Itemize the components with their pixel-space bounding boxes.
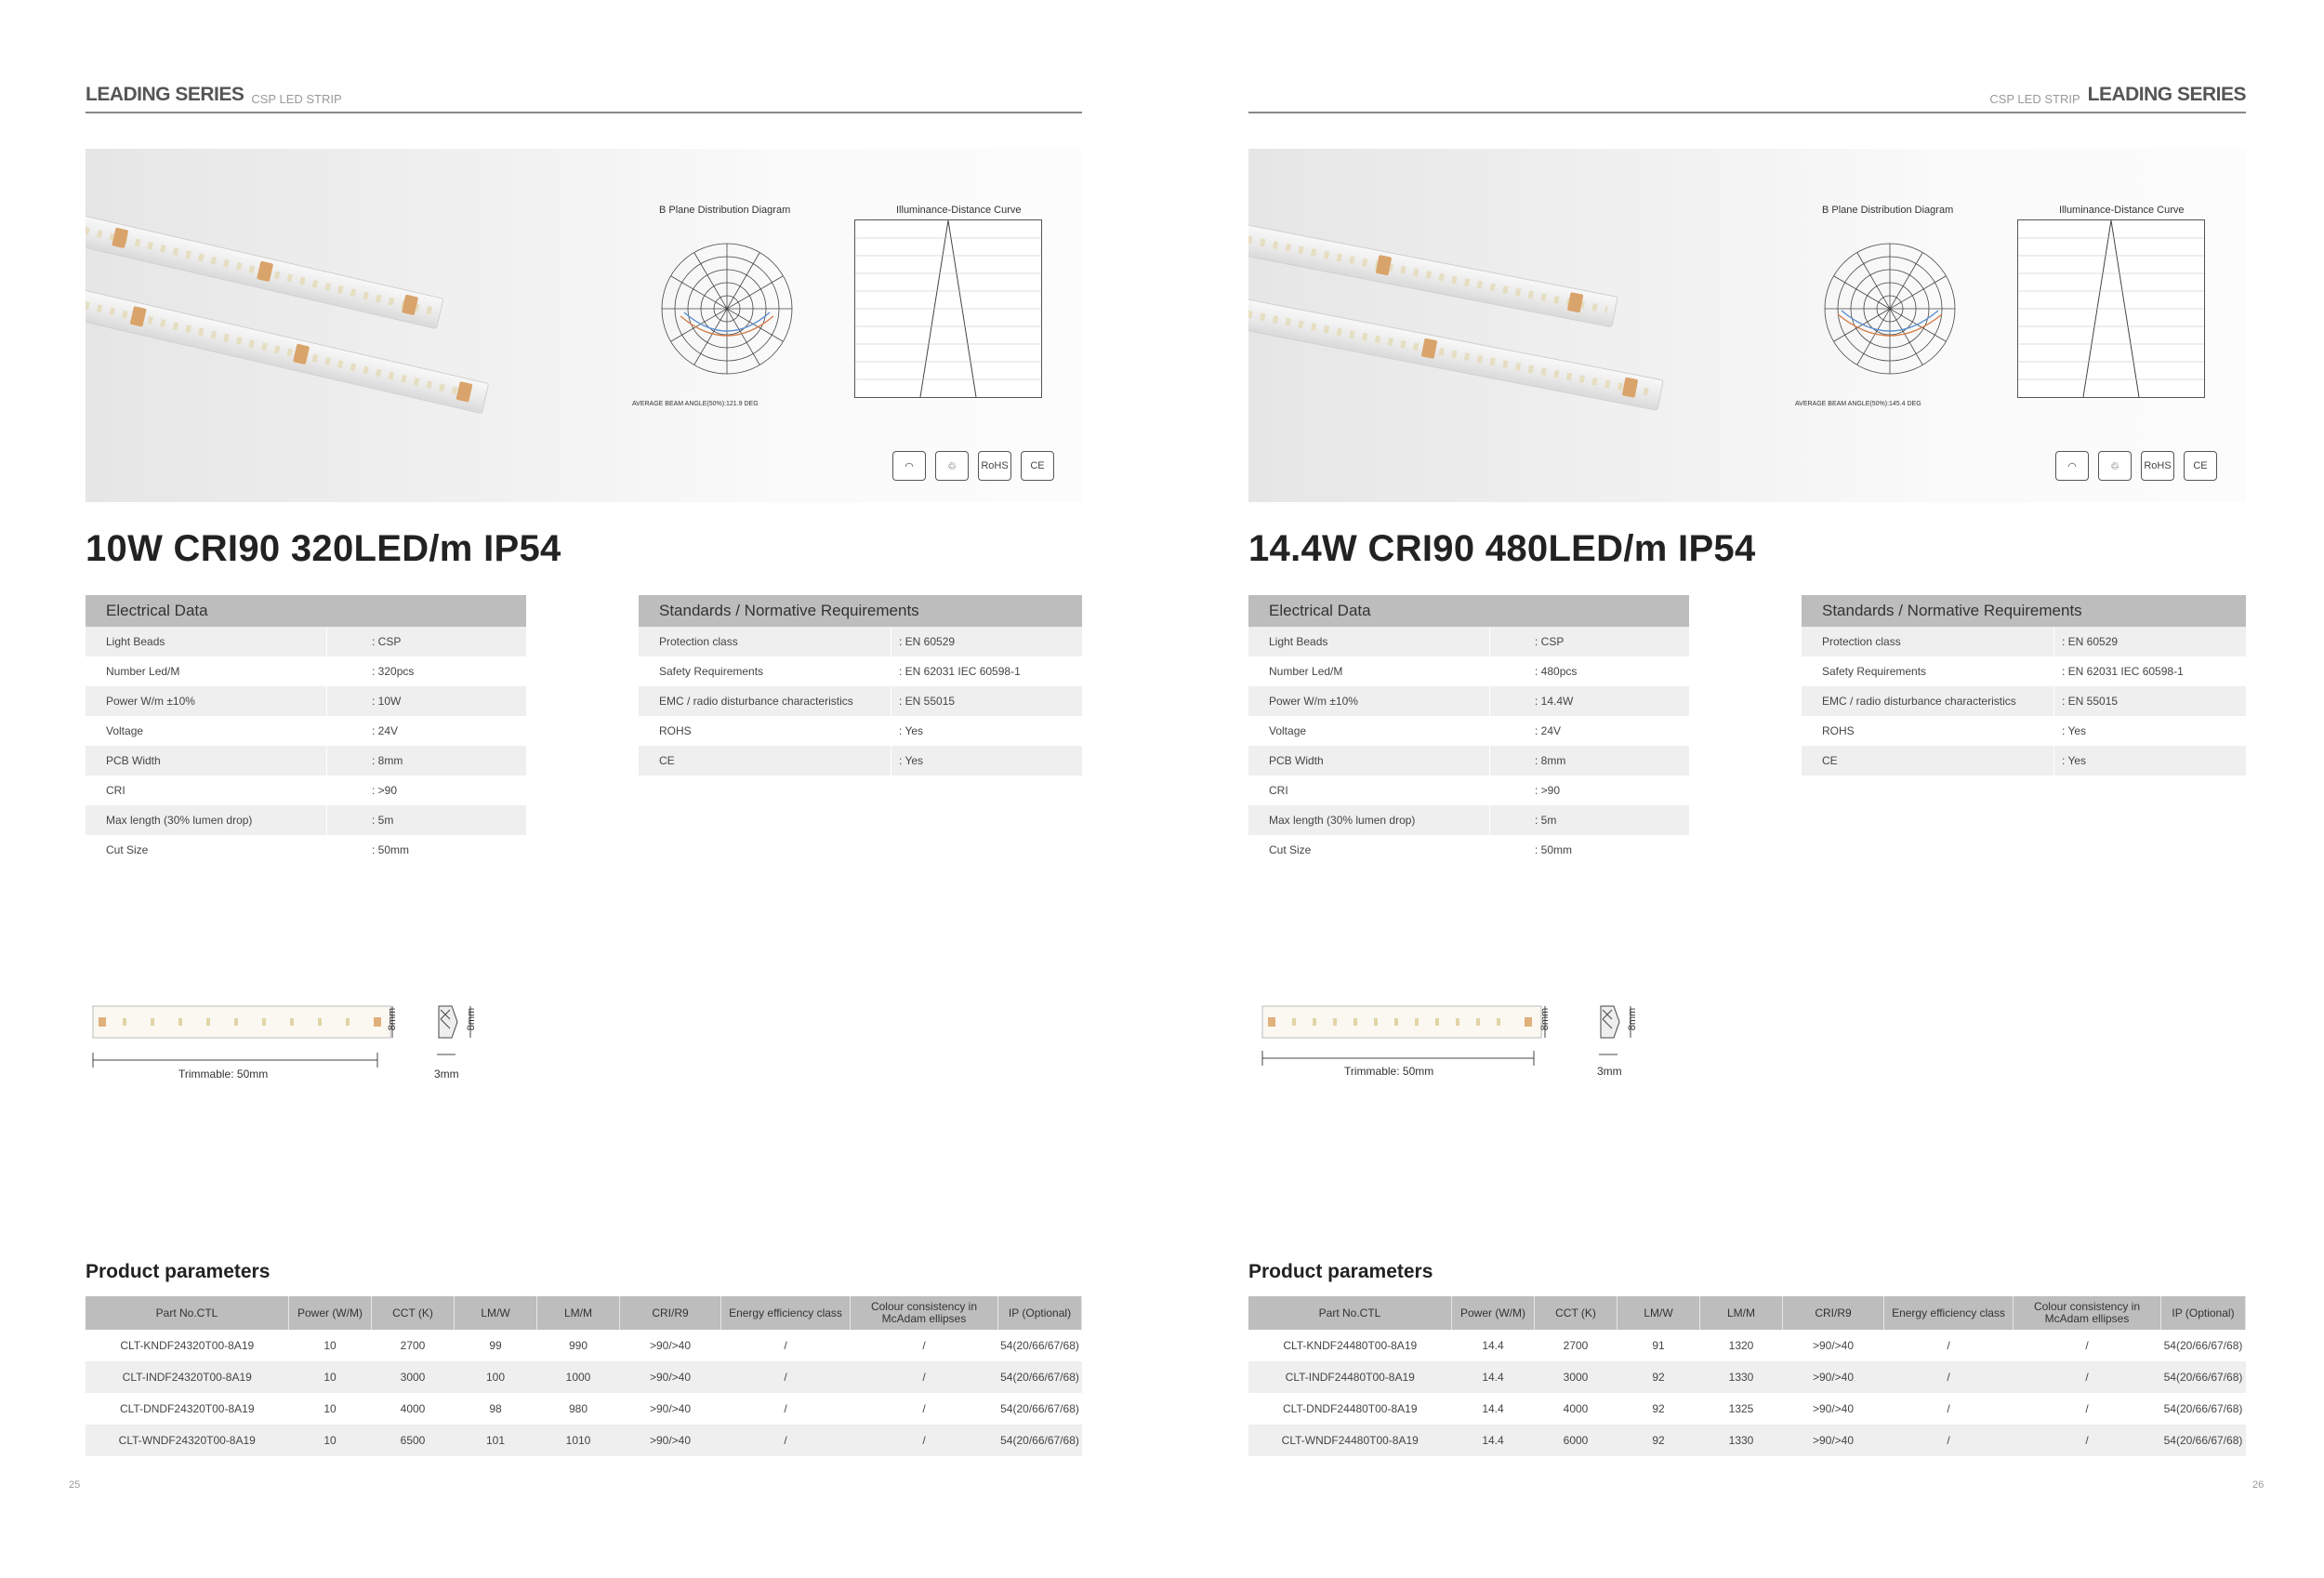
electrical-data-table: [1248, 595, 1689, 865]
illuminance-distance-curve: [2017, 219, 2205, 398]
table-row: CRI : >90: [86, 776, 526, 805]
table-row: CE : Yes: [1802, 746, 2246, 776]
table-row: Max length (30% lumen drop) : 5m: [86, 805, 526, 835]
table-row: CLT-DNDF24480T00-8A19 14.4 4000 92 1325 >90/>40 / / 54(20/66/67/68): [1248, 1393, 2246, 1425]
product-parameters-title: Product parameters: [1248, 1261, 1433, 1282]
table-row: CLT-KNDF24320T00-8A19 10 2700 99 990 >90/>40 / / 54(20/66/67/68): [86, 1330, 1082, 1361]
table-row: Safety Requirements : EN 62031 IEC 60598-1: [639, 656, 1082, 686]
table-row: Light Beads : CSP: [1248, 627, 1689, 656]
header-sub: CSP LED STRIP: [1989, 92, 2080, 106]
rohs-icon: RoHS: [978, 451, 1011, 481]
table-heading: Standards / Normative Requirements: [1802, 595, 2246, 627]
beam-angle-text: AVERAGE BEAM ANGLE(50%):145.4 DEG: [1795, 401, 1921, 407]
trimmable-label: Trimmable: 50mm: [178, 1067, 269, 1081]
table-heading: Electrical Data: [86, 595, 526, 627]
table-row: Cut Size : 50mm: [86, 835, 526, 865]
table-row: CLT-INDF24480T00-8A19 14.4 3000 92 1330 >90/>40 / / 54(20/66/67/68): [1248, 1361, 2246, 1393]
table-row: PCB Width : 8mm: [86, 746, 526, 776]
table-heading: Standards / Normative Requirements: [639, 595, 1082, 627]
trimmable-label: Trimmable: 50mm: [1344, 1065, 1434, 1078]
illuminance-distance-curve: [854, 219, 1042, 398]
table-row: Cut Size : 50mm: [1248, 835, 1689, 865]
polar-diagram-title: B Plane Distribution Diagram: [659, 205, 791, 216]
table-row: Protection class : EN 60529: [1802, 627, 2246, 656]
product-title: 10W CRI90 320LED/m IP54: [86, 528, 561, 569]
table-header-row: Part No.CTL Power (W/M) CCT (K) LM/W LM/M CRI/R9 Energy efficiency class Colour consistency in McAdam ellipses IP (Optional): [1248, 1296, 2246, 1330]
page-number: 26: [2252, 1479, 2265, 1491]
certification-icons: [892, 451, 1054, 481]
height-label: 8mm: [466, 1007, 478, 1031]
electrical-data-table: [86, 595, 526, 865]
table-row: Power W/m ±10% : 14.4W: [1248, 686, 1689, 716]
dimension-drawing: [1255, 995, 1664, 1097]
table-row: EMC / radio disturbance characteristics : EN 55015: [639, 686, 1082, 716]
table-header-row: Part No.CTL Power (W/M) CCT (K) LM/W LM/M CRI/R9 Energy efficiency class Colour consistency in McAdam ellipses IP (Optional): [86, 1296, 1082, 1330]
dimmable-icon: ◠: [2055, 451, 2089, 481]
standards-table: [1802, 595, 2246, 776]
product-hero-image: [86, 149, 1082, 502]
table-row: Voltage : 24V: [1248, 716, 1689, 746]
polar-distribution-diagram: [625, 223, 829, 409]
illuminance-curve-title: Illuminance-Distance Curve: [2059, 205, 2185, 216]
table-row: Voltage : 24V: [86, 716, 526, 746]
dimmable-icon: ◠: [892, 451, 926, 481]
height-label: 8mm: [1627, 1007, 1639, 1031]
thickness-label: 3mm: [434, 1067, 459, 1081]
table-row: Max length (30% lumen drop) : 5m: [1248, 805, 1689, 835]
table-row: CLT-KNDF24480T00-8A19 14.4 2700 91 1320 >90/>40 / / 54(20/66/67/68): [1248, 1330, 2246, 1361]
product-parameters-table: [1248, 1296, 2246, 1456]
illuminance-curve-title: Illuminance-Distance Curve: [896, 205, 1022, 216]
table-row: EMC / radio disturbance characteristics : EN 55015: [1802, 686, 2246, 716]
page-number: 25: [69, 1479, 81, 1491]
table-row: CLT-WNDF24480T00-8A19 14.4 6000 92 1330 >90/>40 / / 54(20/66/67/68): [1248, 1425, 2246, 1456]
product-parameters-table: [86, 1296, 1082, 1456]
page-header: [1248, 84, 2246, 113]
table-row: CLT-WNDF24320T00-8A19 10 6500 101 1010 >90/>40 / / 54(20/66/67/68): [86, 1425, 1082, 1456]
table-row: PCB Width : 8mm: [1248, 746, 1689, 776]
product-parameters-title: Product parameters: [86, 1261, 271, 1282]
beam-angle-text: AVERAGE BEAM ANGLE(50%):121.9 DEG: [632, 401, 759, 407]
standards-table: [639, 595, 1082, 776]
table-row: Light Beads : CSP: [86, 627, 526, 656]
ce-icon: CE: [2184, 451, 2217, 481]
table-row: CLT-INDF24320T00-8A19 10 3000 100 1000 >90/>40 / / 54(20/66/67/68): [86, 1361, 1082, 1393]
header-series: LEADING SERIES: [86, 84, 244, 105]
table-row: ROHS : Yes: [639, 716, 1082, 746]
polar-distribution-diagram: [1788, 223, 1992, 409]
page-header: [86, 84, 1082, 113]
page-right: [1162, 0, 2324, 1578]
ce-icon: CE: [1021, 451, 1054, 481]
dimension-drawing: [86, 995, 495, 1097]
recyclable-icon: ♲: [2098, 451, 2132, 481]
table-row: Safety Requirements : EN 62031 IEC 60598-1: [1802, 656, 2246, 686]
rohs-icon: RoHS: [2141, 451, 2174, 481]
product-hero-image: [1248, 149, 2246, 502]
table-row: Protection class : EN 60529: [639, 627, 1082, 656]
thickness-label: 3mm: [1597, 1065, 1622, 1078]
table-row: CLT-DNDF24320T00-8A19 10 4000 98 980 >90/>40 / / 54(20/66/67/68): [86, 1393, 1082, 1425]
table-row: CRI : >90: [1248, 776, 1689, 805]
header-sub: CSP LED STRIP: [251, 92, 342, 106]
product-title: 14.4W CRI90 480LED/m IP54: [1248, 528, 1756, 569]
table-row: Power W/m ±10% : 10W: [86, 686, 526, 716]
recyclable-icon: ♲: [935, 451, 969, 481]
polar-diagram-title: B Plane Distribution Diagram: [1822, 205, 1954, 216]
table-row: ROHS : Yes: [1802, 716, 2246, 746]
width-label: 8mm: [1539, 1007, 1552, 1031]
width-label: 8mm: [387, 1007, 399, 1031]
table-row: CE : Yes: [639, 746, 1082, 776]
table-heading: Electrical Data: [1248, 595, 1689, 627]
table-row: Number Led/M : 480pcs: [1248, 656, 1689, 686]
table-row: Number Led/M : 320pcs: [86, 656, 526, 686]
header-series: LEADING SERIES: [2087, 84, 2246, 105]
certification-icons: [2055, 451, 2217, 481]
